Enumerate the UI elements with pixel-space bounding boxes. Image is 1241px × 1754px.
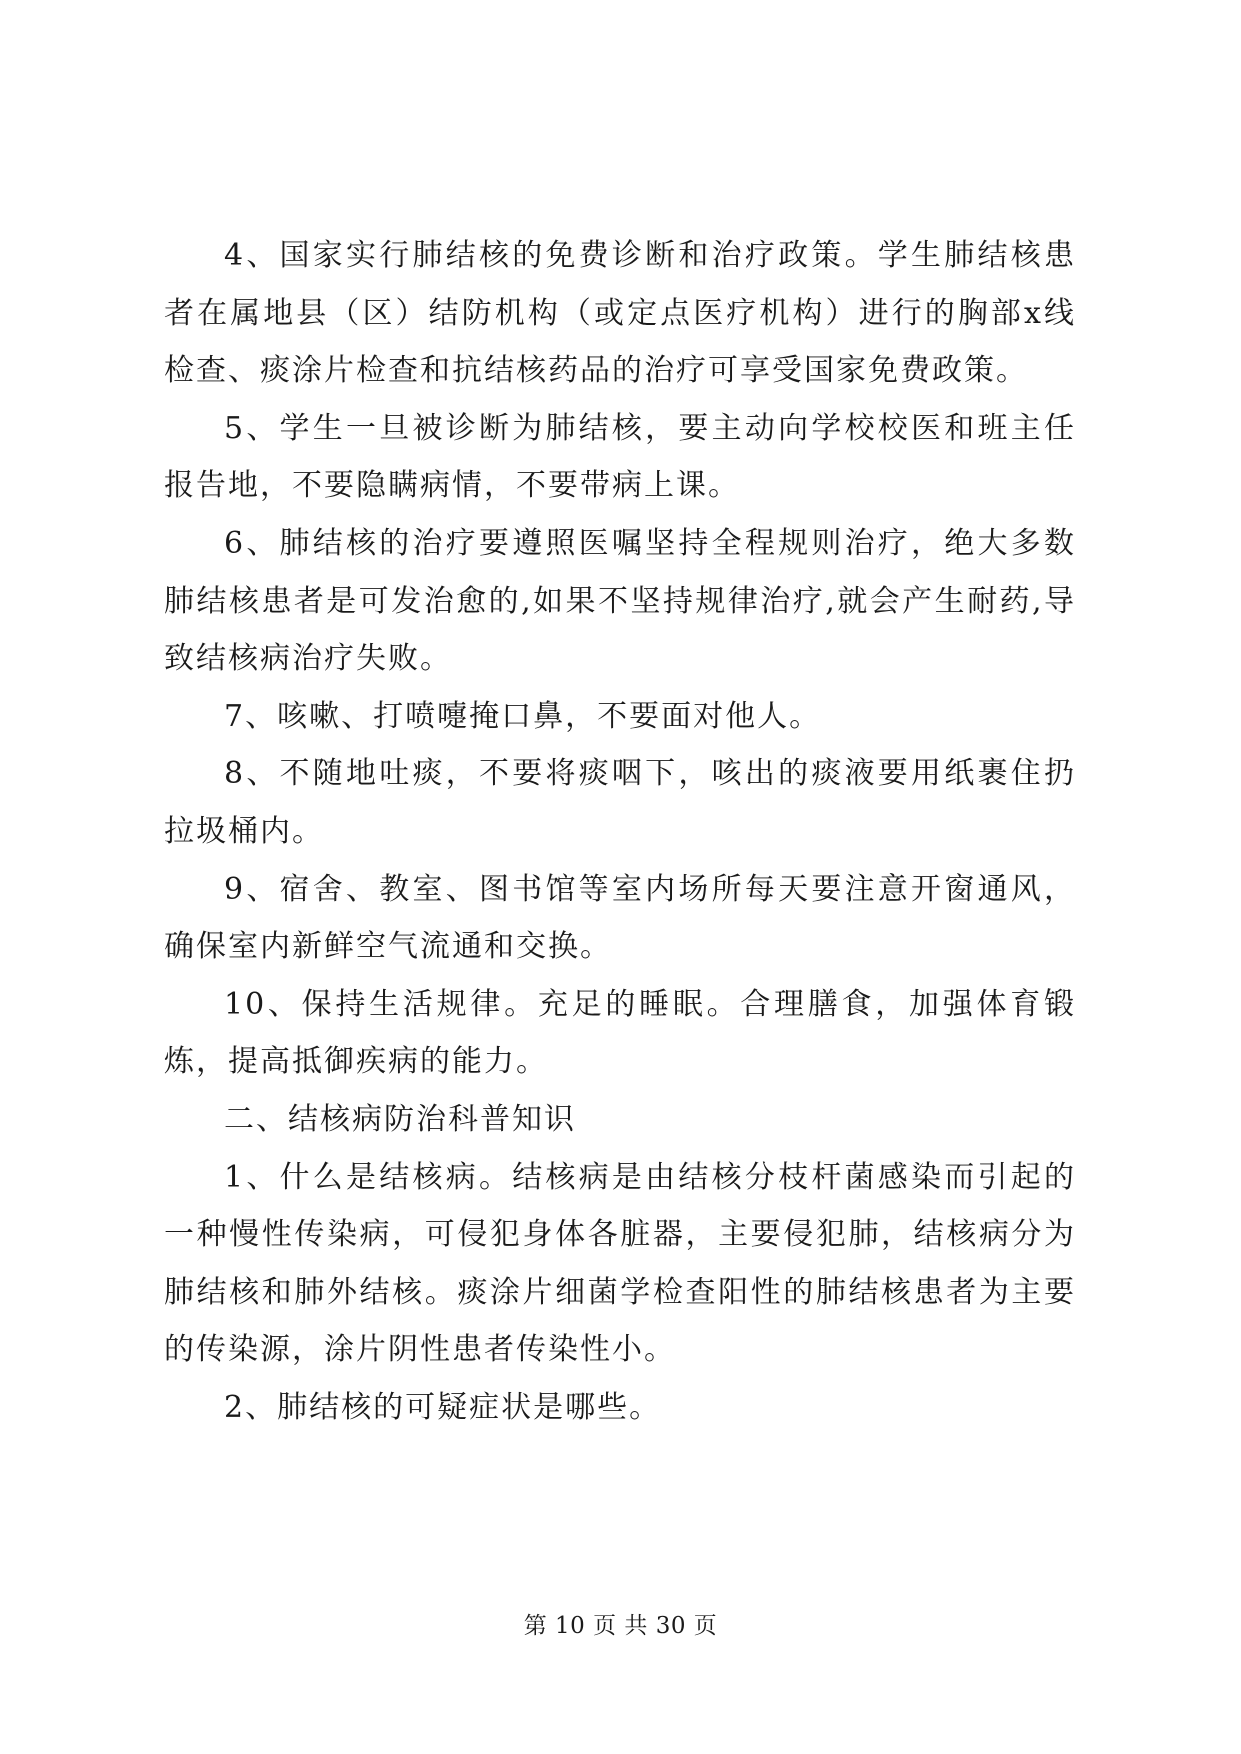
paragraph-7-cover-mouth: 7、咳嗽、打喷嚏掩口鼻，不要面对他人。: [224, 698, 822, 734]
page-number-footer: 第 10 页 共 30 页: [523, 1613, 718, 1639]
paragraph-5-report-diagnosis: 5、学生一旦被诊断为肺结核，要主动向学校校医和班主任报告地，不要隐瞒病情，不要带病上课。: [164, 410, 1076, 504]
paragraph-4-free-treatment: 4、国家实行肺结核的免费诊断和治疗政策。学生肺结核患者在属地县（区）结防机构（或定点医疗机构）进行的胸部x线检查、痰涂片检查和抗结核药品的治疗可享受国家免费政策。: [164, 238, 1076, 389]
paragraph-suspected-symptoms: 2、肺结核的可疑症状是哪些。: [224, 1389, 662, 1425]
body-text: [164, 227, 1076, 1436]
paragraph-8-no-spitting: 8、不随地吐痰，不要将痰咽下，咳出的痰液要用纸裹住扔拉圾桶内。: [164, 756, 1076, 849]
paragraph-9-ventilation: 9、宿舍、教室、图书馆等室内场所每天要注意开窗通风，确保室内新鲜空气流通和交换。: [164, 871, 1076, 965]
paragraph-6-full-course-treatment: 6、肺结核的治疗要遵照医嘱坚持全程规则治疗，绝大多数肺结核患者是可发治愈的,如果不坚持规律治疗,就会产生耐药,导致结核病治疗失败。: [164, 525, 1076, 677]
paragraph-what-is-tb: 1、什么是结核病。结核病是由结核分枝杆菌感染而引起的一种慢性传染病，可侵犯身体各脏器，主要侵犯肺，结核病分为肺结核和肺外结核。痰涂片细菌学检查阳性的肺结核患者为主要的传染源，涂片阴性患者传染性小。: [164, 1159, 1076, 1368]
section-heading-2: 二、结核病防治科普知识: [224, 1101, 576, 1137]
paragraph-10-healthy-habits: 10、保持生活规律。充足的睡眠。合理膳食，加强体育锻炼，提高抵御疾病的能力。: [164, 986, 1076, 1080]
